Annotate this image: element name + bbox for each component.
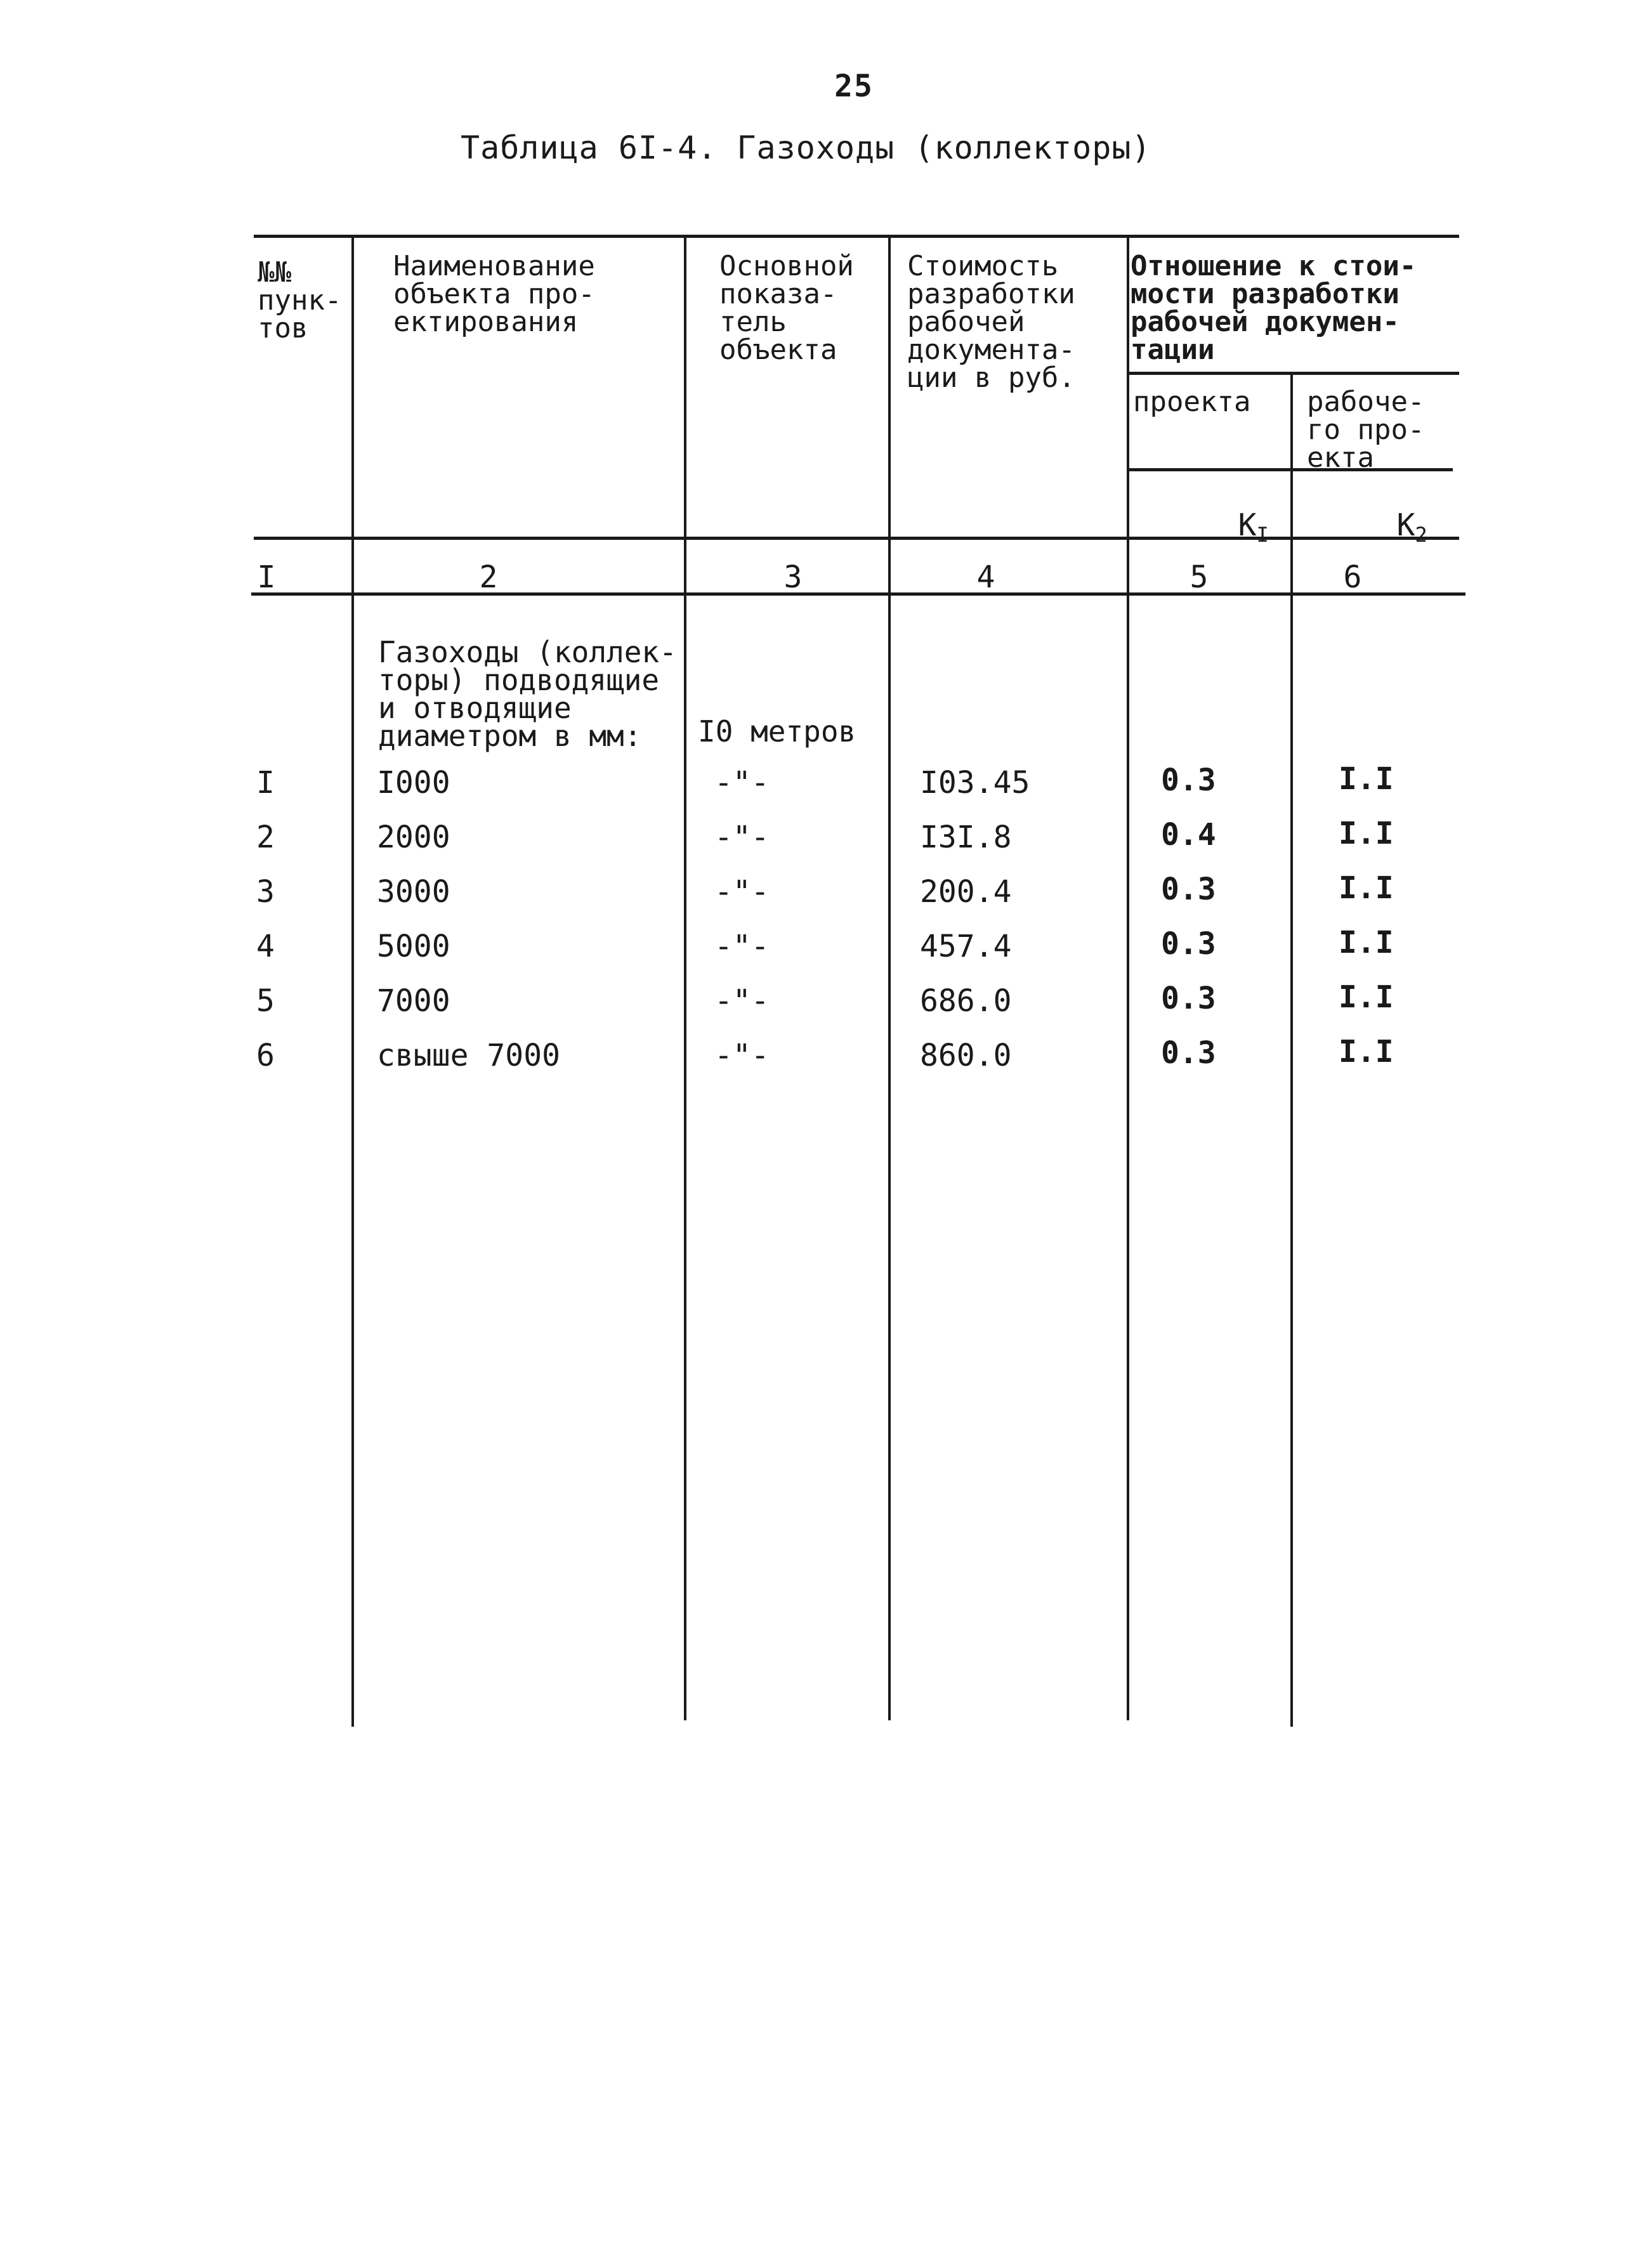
row-k1: 0.3 bbox=[1161, 762, 1216, 798]
k1-letter: К bbox=[1238, 507, 1257, 543]
row-cost: I03.45 bbox=[920, 765, 1030, 801]
row-k1: 0.3 bbox=[1161, 926, 1216, 962]
row-indicator: -"- bbox=[714, 874, 770, 910]
row-k1: 0.3 bbox=[1161, 981, 1216, 1016]
header-project: проекта bbox=[1133, 386, 1251, 418]
table-top-rule bbox=[254, 235, 1459, 238]
row-cost: I3I.8 bbox=[920, 820, 1012, 855]
row-indicator: -"- bbox=[714, 1038, 770, 1073]
table-title: Таблица 6I-4. Газоходы (коллекторы) bbox=[461, 129, 1151, 166]
ratio-subheader-rule bbox=[1127, 372, 1459, 375]
row-k2: I.I bbox=[1339, 979, 1394, 1015]
row-number: 5 bbox=[256, 983, 275, 1019]
header-object-name: Наименование объекта про- ектирования bbox=[393, 250, 595, 338]
column-divider-4 bbox=[1127, 236, 1129, 1720]
column-divider-2 bbox=[684, 236, 686, 1720]
column-divider-3 bbox=[888, 236, 891, 1720]
k1-subscript: I bbox=[1256, 523, 1269, 547]
row-indicator: -"- bbox=[714, 765, 770, 801]
row-name: 3000 bbox=[377, 874, 450, 910]
column-divider-1 bbox=[351, 236, 354, 1727]
row-number: 2 bbox=[256, 820, 275, 855]
column-number: 4 bbox=[976, 559, 995, 595]
row-k2: I.I bbox=[1339, 1034, 1394, 1069]
row-number: 6 bbox=[256, 1038, 275, 1073]
row-number: I bbox=[256, 765, 275, 801]
row-cost: 686.0 bbox=[920, 983, 1012, 1019]
column-number: 3 bbox=[783, 559, 803, 595]
column-number-rule bbox=[251, 592, 1465, 596]
row-k1: 0.4 bbox=[1161, 817, 1216, 853]
header-ratio-group: Отношение к стои- мости разработки рабочей докумен- тации bbox=[1131, 250, 1417, 366]
row-name: 2000 bbox=[377, 820, 450, 855]
row-indicator: -"- bbox=[714, 983, 770, 1019]
row-k2: I.I bbox=[1339, 925, 1394, 960]
row-cost: 200.4 bbox=[920, 874, 1012, 910]
column-number: 6 bbox=[1343, 559, 1362, 595]
row-k1: 0.3 bbox=[1161, 1035, 1216, 1071]
row-name: 7000 bbox=[377, 983, 450, 1019]
group-indicator: I0 метров bbox=[698, 714, 856, 749]
row-name: I000 bbox=[377, 765, 450, 801]
column-number: 5 bbox=[1190, 559, 1209, 595]
header-working-project: рабоче- го про- екта bbox=[1307, 386, 1425, 474]
row-k2: I.I bbox=[1339, 870, 1394, 906]
column-divider-5 bbox=[1290, 373, 1293, 1727]
row-name: 5000 bbox=[377, 929, 450, 964]
row-number: 3 bbox=[256, 874, 275, 910]
header-bottom-rule bbox=[254, 537, 1459, 540]
k2-letter: К bbox=[1396, 507, 1415, 543]
group-name: Газоходы (коллек- торы) подводящие и отводящие диаметром в мм: bbox=[378, 635, 677, 753]
column-number: 2 bbox=[479, 559, 498, 595]
row-indicator: -"- bbox=[714, 929, 770, 964]
header-main-indicator: Основной показа- тель объекта bbox=[719, 250, 854, 366]
row-indicator: -"- bbox=[714, 820, 770, 855]
row-k2: I.I bbox=[1339, 761, 1394, 797]
row-k1: 0.3 bbox=[1161, 872, 1216, 907]
row-name: свыше 7000 bbox=[377, 1038, 560, 1073]
row-cost: 457.4 bbox=[920, 929, 1012, 964]
header-cost: Стоимость разработки рабочей документа- ции в руб. bbox=[907, 250, 1075, 394]
column-number: I bbox=[257, 559, 276, 595]
header-item-number: №№ пунк- тов bbox=[258, 256, 342, 344]
page-number: 25 bbox=[834, 69, 874, 104]
row-number: 4 bbox=[256, 929, 275, 964]
row-cost: 860.0 bbox=[920, 1038, 1012, 1073]
k2-subscript: 2 bbox=[1415, 523, 1427, 547]
row-k2: I.I bbox=[1339, 816, 1394, 851]
